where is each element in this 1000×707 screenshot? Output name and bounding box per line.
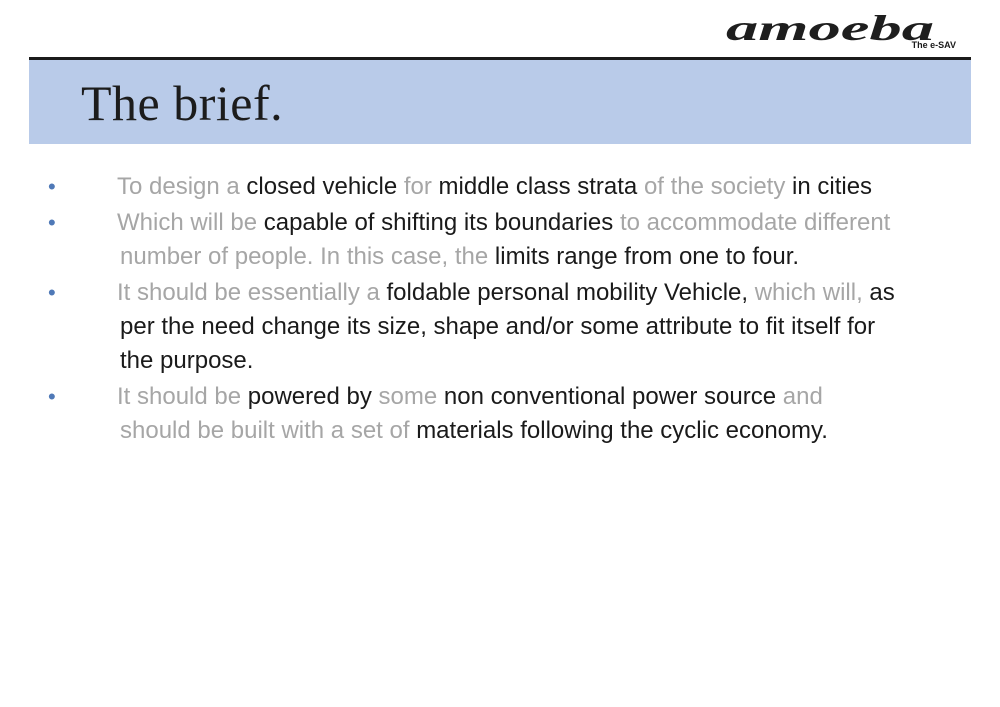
text-segment: It should be essentially a xyxy=(117,279,387,306)
brand-name: amoeba xyxy=(726,10,934,48)
bullet-icon: • xyxy=(48,280,56,305)
text-segment: as per the need change its size, shape and/or some attribute to fit itself for the purpose. xyxy=(120,279,895,374)
text-segment: non conventional power source xyxy=(443,383,783,410)
text-segment: foldable personal mobility Vehicle, xyxy=(386,279,755,306)
text-segment: closed vehicle xyxy=(246,173,404,200)
text-segment: limits range from one to four. xyxy=(494,243,800,270)
bullet-item-2 xyxy=(0,206,1000,274)
text-segment: materials following the cyclic economy. xyxy=(416,417,828,444)
bullet-item-1 xyxy=(0,170,1000,204)
text-segment: It should be xyxy=(117,383,248,410)
bullet-text xyxy=(117,173,872,200)
text-segment: middle class strata xyxy=(438,173,644,200)
bullet-text xyxy=(117,209,890,270)
text-segment: some xyxy=(378,383,444,410)
bullet-icon: • xyxy=(48,384,56,409)
bullet-icon: • xyxy=(48,210,56,235)
bullet-list xyxy=(0,170,1000,448)
bullet-item-4 xyxy=(0,380,1000,448)
text-segment: for xyxy=(403,173,439,200)
bullet-text xyxy=(117,383,828,444)
bullet-icon: • xyxy=(48,174,56,199)
bullet-text xyxy=(117,279,895,374)
text-segment: and should be built with a set of xyxy=(120,383,823,444)
text-segment: of the society xyxy=(643,173,793,200)
text-segment: in cities xyxy=(792,173,873,200)
brand-tagline: The e-SAV xyxy=(911,40,956,50)
slide-title: The brief. xyxy=(81,75,284,131)
text-segment: to accommodate different number of people. In this case, the xyxy=(120,209,891,270)
text-segment: powered by xyxy=(247,383,379,410)
bullet-item-3 xyxy=(0,276,1000,378)
brand-logo xyxy=(722,10,962,54)
text-segment: Which will be xyxy=(117,209,264,236)
title-band xyxy=(29,60,971,144)
text-segment: capable of shifting its boundaries xyxy=(263,209,620,236)
text-segment: To design a xyxy=(117,173,247,200)
text-segment: which will, xyxy=(754,279,870,306)
